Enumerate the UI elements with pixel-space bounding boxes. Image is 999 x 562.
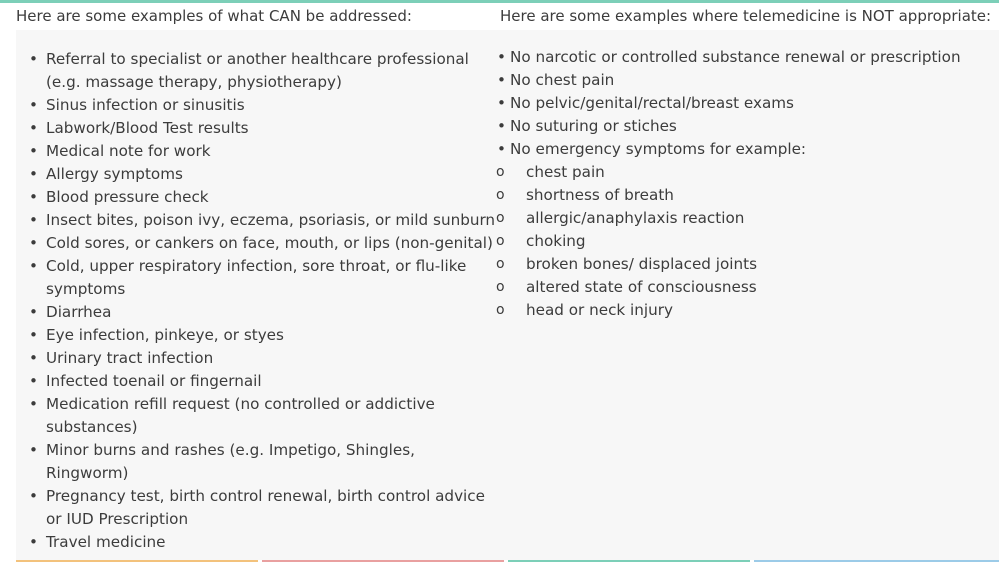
- list-item-text: substances): [46, 418, 138, 436]
- sub-list-item: [494, 161, 994, 184]
- bullet-icon: •: [29, 142, 38, 160]
- list-item-text: Medical note for work: [46, 142, 211, 160]
- can-be-addressed-list: [16, 48, 496, 554]
- list-item: [16, 255, 496, 301]
- bullet-icon: •: [497, 117, 506, 135]
- list-item-text: No pelvic/genital/rectal/breast exams: [510, 94, 794, 112]
- sub-list-item-text: altered state of consciousness: [526, 278, 757, 296]
- list-item-text: Allergy symptoms: [46, 165, 183, 183]
- bullet-icon: •: [29, 188, 38, 206]
- bullet-icon: •: [29, 234, 38, 252]
- list-item: [494, 115, 994, 138]
- list-item: [16, 163, 496, 186]
- list-item-text: Infected toenail or fingernail: [46, 372, 262, 390]
- bullet-icon: •: [29, 349, 38, 367]
- list-item-text: Cold sores, or cankers on face, mouth, or lips (non-genital): [46, 234, 493, 252]
- list-item-text: Referral to specialist or another healthcare professional: [46, 50, 469, 68]
- list-item: [16, 485, 496, 531]
- bullet-icon: •: [29, 50, 38, 68]
- bullet-icon: •: [497, 48, 506, 66]
- bullet-icon: •: [29, 326, 38, 344]
- list-item-text: Medication refill request (no controlled or addictive: [46, 395, 435, 413]
- list-item-text: Minor burns and rashes (e.g. Impetigo, Shingles,: [46, 441, 415, 459]
- bullet-icon: •: [497, 71, 506, 89]
- bullet-icon: •: [29, 211, 38, 229]
- hollow-bullet-icon: o: [496, 164, 505, 180]
- not-appropriate-heading: Here are some examples where telemedicine is NOT appropriate:: [500, 7, 992, 25]
- bullet-icon: •: [29, 533, 38, 551]
- hollow-bullet-icon: o: [496, 187, 505, 203]
- list-item: [494, 138, 994, 161]
- list-item: [16, 393, 496, 439]
- list-item-text: Cold, upper respiratory infection, sore throat, or flu-like: [46, 257, 467, 275]
- bullet-icon: •: [29, 303, 38, 321]
- list-item-text: Urinary tract infection: [46, 349, 214, 367]
- bullet-icon: •: [29, 487, 38, 505]
- sub-list-item-text: allergic/anaphylaxis reaction: [526, 209, 745, 227]
- list-item-text: No emergency symptoms for example:: [510, 140, 807, 158]
- list-item-text: Eye infection, pinkeye, or styes: [46, 326, 284, 344]
- list-item-text: Ringworm): [46, 464, 129, 482]
- hollow-bullet-icon: o: [496, 279, 505, 295]
- bullet-icon: •: [29, 119, 38, 137]
- list-item-text: symptoms: [46, 280, 126, 298]
- list-item: [16, 531, 496, 554]
- sub-list-item-text: choking: [526, 232, 586, 250]
- list-item: [16, 232, 496, 255]
- list-item-text: No suturing or stiches: [510, 117, 677, 135]
- list-item-text: No chest pain: [510, 71, 615, 89]
- list-item-text: Travel medicine: [46, 533, 166, 551]
- list-item-text: Blood pressure check: [46, 188, 209, 206]
- list-item-text: Insect bites, poison ivy, eczema, psoriasis, or mild sunburn: [46, 211, 496, 229]
- list-item-text: Pregnancy test, birth control renewal, birth control advice: [46, 487, 485, 505]
- bullet-icon: •: [29, 165, 38, 183]
- sub-list-item: [494, 230, 994, 253]
- list-item: [494, 69, 994, 92]
- list-item-text: or IUD Prescription: [46, 510, 189, 528]
- list-item: [16, 94, 496, 117]
- list-item-text: Sinus infection or sinusitis: [46, 96, 245, 114]
- sub-list-item: [494, 253, 994, 276]
- list-item-text: No narcotic or controlled substance renewal or prescription: [510, 48, 961, 66]
- bullet-icon: •: [29, 96, 38, 114]
- bullet-icon: •: [497, 94, 506, 112]
- list-item: [16, 186, 496, 209]
- list-item: [16, 209, 496, 232]
- hollow-bullet-icon: o: [496, 256, 505, 272]
- list-item: [16, 324, 496, 347]
- header-row: [0, 3, 999, 30]
- sub-list-item-text: broken bones/ displaced joints: [526, 255, 757, 273]
- not-appropriate-list: [494, 46, 994, 322]
- list-item: [16, 48, 496, 94]
- list-item: [16, 301, 496, 324]
- hollow-bullet-icon: o: [496, 210, 505, 226]
- list-item: [16, 140, 496, 163]
- sub-list-item-text: head or neck injury: [526, 301, 673, 319]
- bullet-icon: •: [29, 395, 38, 413]
- content-panel: [16, 30, 999, 560]
- list-item-text: (e.g. massage therapy, physiotherapy): [46, 73, 342, 91]
- list-item: [16, 117, 496, 140]
- bullet-icon: •: [29, 372, 38, 390]
- bullet-icon: •: [29, 257, 38, 275]
- list-item-text: Labwork/Blood Test results: [46, 119, 249, 137]
- sub-list-item: [494, 207, 994, 230]
- sub-list-item: [494, 276, 994, 299]
- bullet-icon: •: [497, 140, 506, 158]
- list-item-text: Diarrhea: [46, 303, 112, 321]
- can-be-addressed-heading: Here are some examples of what CAN be addressed:: [16, 7, 412, 25]
- sub-list-item: [494, 299, 994, 322]
- sub-list-item: [494, 184, 994, 207]
- bullet-icon: •: [29, 441, 38, 459]
- list-item: [16, 347, 496, 370]
- list-item: [494, 92, 994, 115]
- sub-list-item-text: chest pain: [526, 163, 605, 181]
- hollow-bullet-icon: o: [496, 302, 505, 318]
- sub-list-item-text: shortness of breath: [526, 186, 674, 204]
- list-item: [16, 370, 496, 393]
- list-item: [494, 46, 994, 69]
- hollow-bullet-icon: o: [496, 233, 505, 249]
- list-item: [16, 439, 496, 485]
